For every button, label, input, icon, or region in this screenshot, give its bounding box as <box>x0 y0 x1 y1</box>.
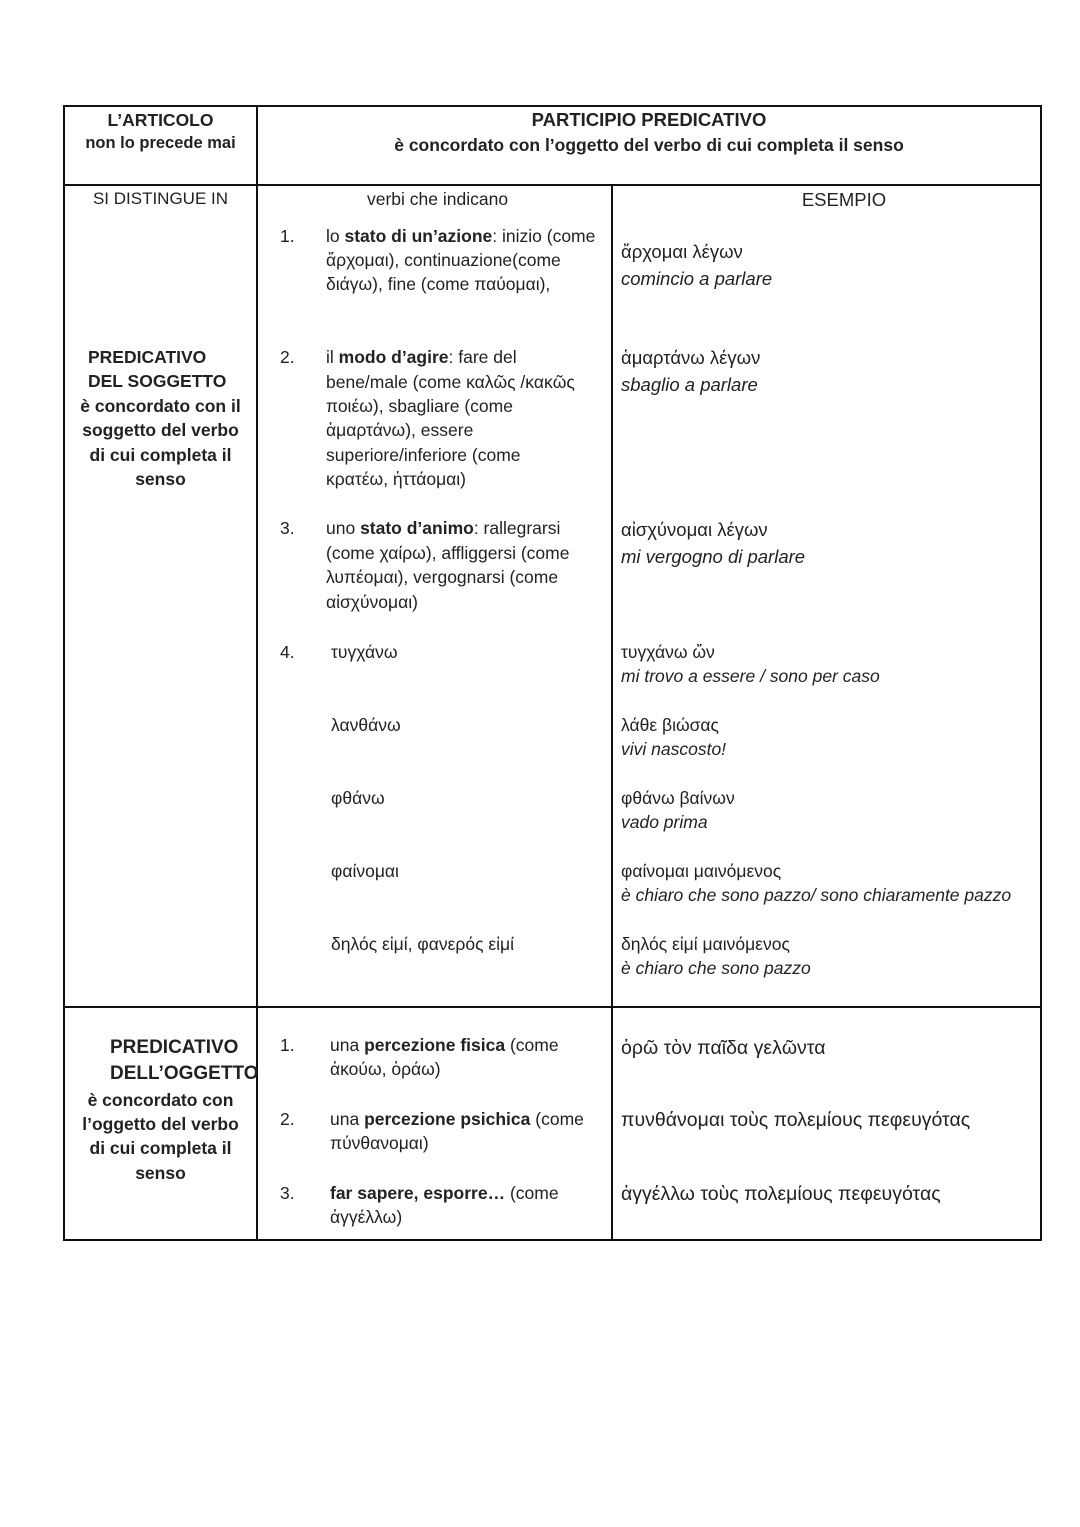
example-greek: ἁμαρτάνω λέγων <box>621 347 761 368</box>
item-rest: : inizio (come <box>492 226 596 246</box>
item-line: ποιέω), sbagliare (come <box>326 396 513 416</box>
item-pre: una <box>330 1109 365 1129</box>
item-line: αἰσχύνομαι) <box>326 592 418 612</box>
verb-name: φθάνω <box>331 788 385 808</box>
item-number: 1. <box>280 1035 295 1055</box>
soggetto-label-line: è concordato con il <box>80 396 241 416</box>
item-rest: (come <box>505 1183 559 1203</box>
item-number: 2. <box>280 347 295 367</box>
item-line-2: ἀγγέλλω) <box>330 1207 403 1227</box>
example-greek: φθάνω βαίνων <box>621 788 735 808</box>
example-greek: τυγχάνω ὤν <box>621 642 715 662</box>
header-right-subtitle: è concordato con l’oggetto del verbo di cui completa il senso <box>394 135 904 155</box>
oggetto-label-line: senso <box>135 1163 186 1183</box>
subheader-col2: verbi che indicano <box>367 189 509 209</box>
example-italian: vado prima <box>621 812 708 832</box>
example-italian: sbaglio a parlare <box>621 374 758 395</box>
example-greek: ἄρχομαι λέγων <box>621 241 743 262</box>
example-italian: vivi nascosto! <box>621 739 727 759</box>
item-line: superiore/inferiore (come <box>326 445 521 465</box>
item-line-1 <box>326 516 560 541</box>
example-greek: ὁρῶ τὸν παῖδα γελῶντα <box>621 1037 826 1059</box>
item-line-1 <box>330 1033 559 1058</box>
header-left-title: L’ARTICOLO <box>107 110 214 130</box>
oggetto-label-line: di cui completa il <box>89 1138 232 1158</box>
soggetto-label-line: soggetto del verbo <box>82 420 239 440</box>
item-pre: uno <box>326 518 361 538</box>
verb-name: τυγχάνω <box>331 642 398 662</box>
item-bold: modo d’agire <box>338 347 449 367</box>
item-line: ἄρχομαι), continuazione(come <box>326 250 561 270</box>
item-line: κρατέω, ἡττάομαι) <box>326 469 466 489</box>
table-border-top <box>63 105 1042 107</box>
soggetto-label-line: DEL SOGGETTO <box>88 371 227 391</box>
item-line-2: ἀκούω, ὁράω) <box>330 1059 441 1079</box>
soggetto-label-line: di cui completa il <box>89 445 232 465</box>
item-bold: stato di un’azione <box>344 226 493 246</box>
verb-name: δηλός εἰμί, φανερός εἰμί <box>331 934 515 954</box>
table-border-right <box>1040 105 1042 1241</box>
item-bold: percezione fisica <box>364 1035 506 1055</box>
item-line: διάγω), fine (come παύομαι), <box>326 274 551 294</box>
example-italian: mi vergogno di parlare <box>621 546 806 567</box>
soggetto-label-line: PREDICATIVO <box>88 347 207 367</box>
example-greek: δηλός εἰμί μαινόμενος <box>621 934 790 954</box>
item-rest: : rallegrarsi <box>473 518 561 538</box>
oggetto-label-line: DELL’OGGETTO <box>110 1063 259 1084</box>
example-italian: comincio a parlare <box>621 268 773 289</box>
table-divider-sections <box>63 1006 1042 1008</box>
oggetto-label-line: l’oggetto del verbo <box>82 1114 239 1134</box>
item-number: 3. <box>280 1183 295 1203</box>
example-greek: λάθε βιώσας <box>621 715 719 735</box>
item-number: 4. <box>280 642 295 662</box>
item-number: 1. <box>280 226 295 246</box>
oggetto-label-line: è concordato con <box>87 1090 234 1110</box>
table-border-bottom <box>63 1239 1042 1241</box>
item-line-1 <box>330 1181 559 1206</box>
example-greek: αἰσχύνομαι λέγων <box>621 519 768 540</box>
header-right-title: PARTICIPIO PREDICATIVO <box>531 109 767 130</box>
item-line-1 <box>326 345 517 370</box>
item-line-1 <box>326 224 595 249</box>
item-pre: una <box>330 1035 365 1055</box>
subheader-col1: SI DISTINGUE IN <box>92 189 229 208</box>
subheader-col3: ESEMPIO <box>801 189 887 210</box>
oggetto-label-line: PREDICATIVO <box>110 1037 239 1058</box>
item-pre: il <box>326 347 339 367</box>
item-line: ἁμαρτάνω), essere <box>326 420 474 440</box>
table-border-left <box>63 105 65 1241</box>
item-line-2: πύνθανομαι) <box>330 1133 429 1153</box>
item-number: 2. <box>280 1109 295 1129</box>
item-rest: : fare del <box>448 347 517 367</box>
item-bold: stato d’animo <box>360 518 474 538</box>
table-divider-header <box>63 184 1042 186</box>
soggetto-label-line: senso <box>135 469 186 489</box>
item-line-1 <box>330 1107 584 1132</box>
example-italian: è chiaro che sono pazzo/ sono chiaramente pazzo <box>621 885 1012 905</box>
item-line: (come χαίρω), affliggersi (come <box>326 543 570 563</box>
example-italian: è chiaro che sono pazzo <box>621 958 811 978</box>
example-greek: ἀγγέλλω τοὺς πολεμίους πεφευγότας <box>621 1183 941 1205</box>
verb-name: φαίνομαι <box>331 861 399 881</box>
item-line: λυπέομαι), vergognarsi (come <box>326 567 559 587</box>
table-divider-col2 <box>611 184 613 1241</box>
item-rest: (come <box>530 1109 584 1129</box>
item-bold: percezione psichica <box>364 1109 531 1129</box>
example-greek: φαίνομαι μαινόμενος <box>621 861 782 881</box>
header-left-subtitle: non lo precede mai <box>85 134 236 152</box>
item-bold: far sapere, esporre… <box>330 1183 506 1203</box>
item-rest: (come <box>505 1035 559 1055</box>
example-greek: πυνθάνομαι τοὺς πολεμίους πεφευγότας <box>621 1109 971 1131</box>
verb-name: λανθάνω <box>331 715 401 735</box>
item-number: 3. <box>280 518 295 538</box>
item-line: bene/male (come καλῶς /κακῶς <box>326 372 575 392</box>
item-pre: lo <box>326 226 345 246</box>
example-italian: mi trovo a essere / sono per caso <box>621 666 880 686</box>
